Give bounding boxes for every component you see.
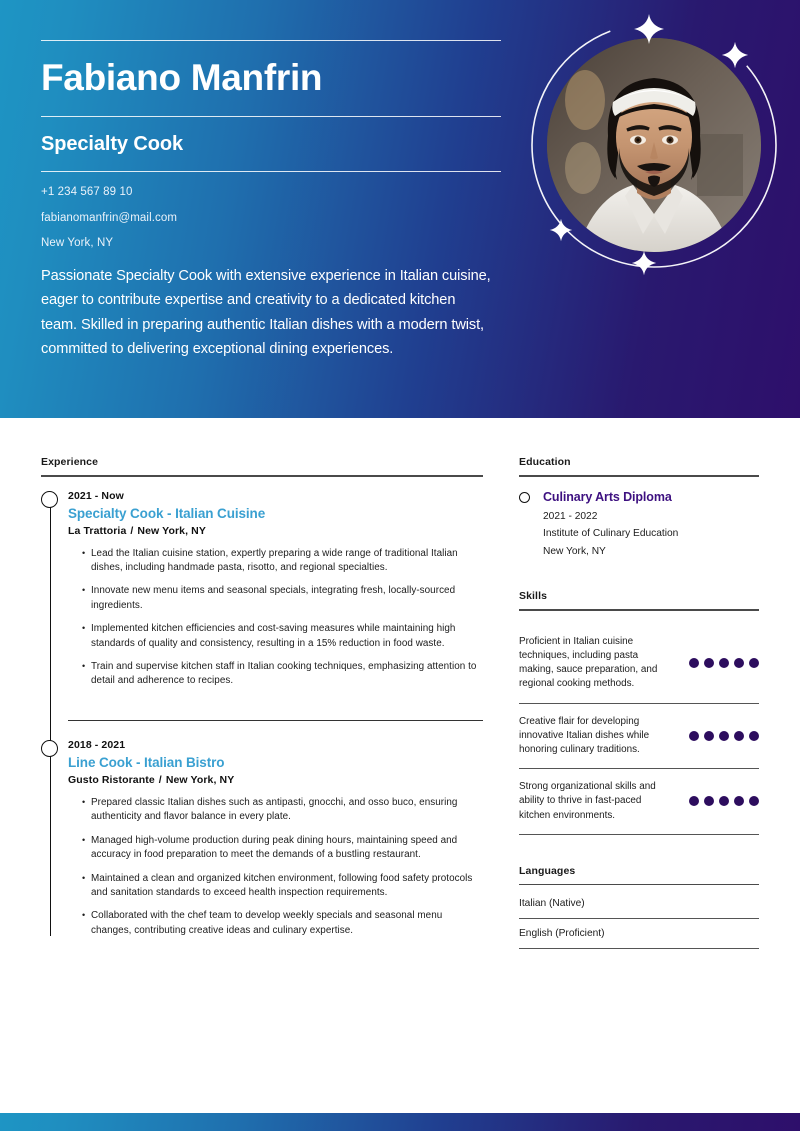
experience-company: La Trattoria (68, 524, 127, 537)
resume-body (0, 418, 800, 969)
experience-org (68, 525, 483, 547)
resume-header (0, 0, 800, 418)
timeline-marker-icon (41, 491, 58, 508)
sparkle-icon-bottom (631, 250, 657, 276)
experience-org (68, 774, 483, 796)
org-separator: / (158, 774, 162, 787)
skill-row (519, 624, 759, 704)
experience-dates: 2021 - Now (68, 489, 124, 502)
header-identity-block (41, 40, 501, 264)
education-entry (519, 490, 759, 561)
contact-phone: +1 234 567 89 10 (41, 186, 133, 198)
experience-entry (68, 490, 483, 720)
experience-column (41, 456, 519, 969)
education-school: Institute of Culinary Education (543, 528, 679, 540)
contact-location: New York, NY (41, 237, 114, 249)
sidebar-column (519, 456, 759, 969)
bullet-item: • Innovate new menu items and seasonal specials, integrating fresh, locally-sourced ingredients. (82, 584, 483, 622)
skills-section (519, 590, 759, 835)
experience-dates: 2018 - 2021 (68, 739, 126, 752)
education-location: New York, NY (543, 545, 606, 557)
rating-dot (734, 658, 744, 668)
rating-dot (734, 796, 744, 806)
experience-role: Line Cook - Italian Bistro (68, 755, 225, 771)
section-title-languages: Languages (519, 864, 576, 877)
rating-dot (704, 731, 714, 741)
portrait-photo-image (547, 38, 761, 252)
languages-section (519, 865, 759, 950)
experience-location: New York, NY (165, 774, 235, 787)
section-title-skills: Skills (519, 590, 548, 603)
experience-entry-divider (68, 720, 483, 721)
language-row: English (Proficient) (519, 919, 759, 949)
section-title-experience: Experience (41, 456, 99, 468)
bullet-item: • Train and supervise kitchen staff in Italian cooking techniques, emphasizing attention to detail and adherence to recipes. (82, 660, 483, 698)
rating-dot (704, 658, 714, 668)
contact-list (41, 172, 501, 264)
language-row: Italian (Native) (519, 898, 759, 919)
photo-block (519, 10, 791, 282)
rating-dot (734, 731, 744, 741)
section-rule-education (519, 475, 759, 477)
candidate-name: Fabiano Manfrin (41, 57, 323, 98)
skill-description: Proficient in Italian cuisine techniques, including pasta making, sauce preparation, and regional cooking methods. (519, 635, 658, 690)
skill-description: Creative flair for developing innovative Italian dishes while honoring culinary traditions. (519, 715, 650, 755)
skill-rating (689, 731, 759, 741)
education-dates: 2021 - 2022 (543, 510, 598, 522)
professional-summary: Passionate Specialty Cook with extensive experience in Italian cuisine, eager to contribute expertise and creativity to a dedicated kitchen team. Skilled in preparing authentic Italian dishes with a modern twist, committed to delivering exceptional dining experiences. (41, 268, 491, 358)
bullet-item: • Maintained a clean and organized kitchen environment, following food safety protocols and sanitation standards to exceed health inspection requirements. (82, 872, 483, 910)
section-rule-languages (519, 884, 759, 886)
experience-bullets (68, 796, 483, 947)
section-title-education: Education (519, 456, 571, 468)
timeline-marker-icon (41, 740, 58, 757)
sparkle-icon-right (721, 41, 749, 69)
section-rule-skills (519, 609, 759, 611)
rating-dot (689, 731, 699, 741)
skill-row (519, 704, 759, 770)
rating-dot (689, 658, 699, 668)
experience-company: Gusto Ristorante (68, 774, 155, 787)
timeline-spine (50, 504, 52, 936)
rating-dot (719, 658, 729, 668)
section-rule-experience (41, 475, 483, 477)
rating-dot (749, 796, 759, 806)
org-separator: / (130, 524, 134, 537)
experience-timeline (41, 490, 483, 970)
sparkle-icon-top (633, 13, 665, 45)
education-section (519, 456, 759, 560)
education-degree: Culinary Arts Diploma (543, 489, 672, 504)
rating-dot (719, 796, 729, 806)
experience-location: New York, NY (137, 524, 206, 537)
bullet-item: • Lead the Italian cuisine station, expertly preparing a wide range of traditional Italian dishes, including handmade pasta, risotto, and regional specialties. (82, 547, 483, 585)
rating-dot (689, 796, 699, 806)
education-marker-icon (519, 492, 530, 503)
contact-email: fabianomanfrin@mail.com (41, 211, 178, 224)
candidate-role: Specialty Cook (41, 133, 183, 155)
avatar (547, 38, 761, 252)
experience-entry (68, 739, 483, 969)
bullet-item: • Implemented kitchen efficiencies and cost-saving measures while maintaining high standards of quality and consistency, resulting in a 15% reduction in food waste. (82, 622, 483, 660)
rating-dot (704, 796, 714, 806)
skill-description: Strong organizational skills and ability to thrive in fast-paced kitchen environments. (519, 781, 656, 821)
bullet-item: • Prepared classic Italian dishes such as antipasti, gnocchi, and osso buco, ensuring authenticity and flavor balance in every plate. (82, 796, 483, 834)
rating-dot (719, 731, 729, 741)
rating-dot (749, 731, 759, 741)
experience-role: Specialty Cook - Italian Cuisine (68, 505, 266, 521)
skill-rating (689, 658, 759, 668)
sparkle-icon-left (549, 218, 573, 242)
rating-dot (749, 658, 759, 668)
bullet-item: • Collaborated with the chef team to develop weekly specials and seasonal menu changes, contributing creative ideas and culinary expertise. (82, 909, 483, 947)
footer-bar (0, 1113, 800, 1131)
bullet-item: • Managed high-volume production during peak dining hours, maintaining speed and accuracy in food preparation to meet the demands of a bustling restaurant. (82, 834, 483, 872)
skill-row (519, 769, 759, 835)
experience-bullets (68, 547, 483, 698)
skill-rating (689, 796, 759, 806)
